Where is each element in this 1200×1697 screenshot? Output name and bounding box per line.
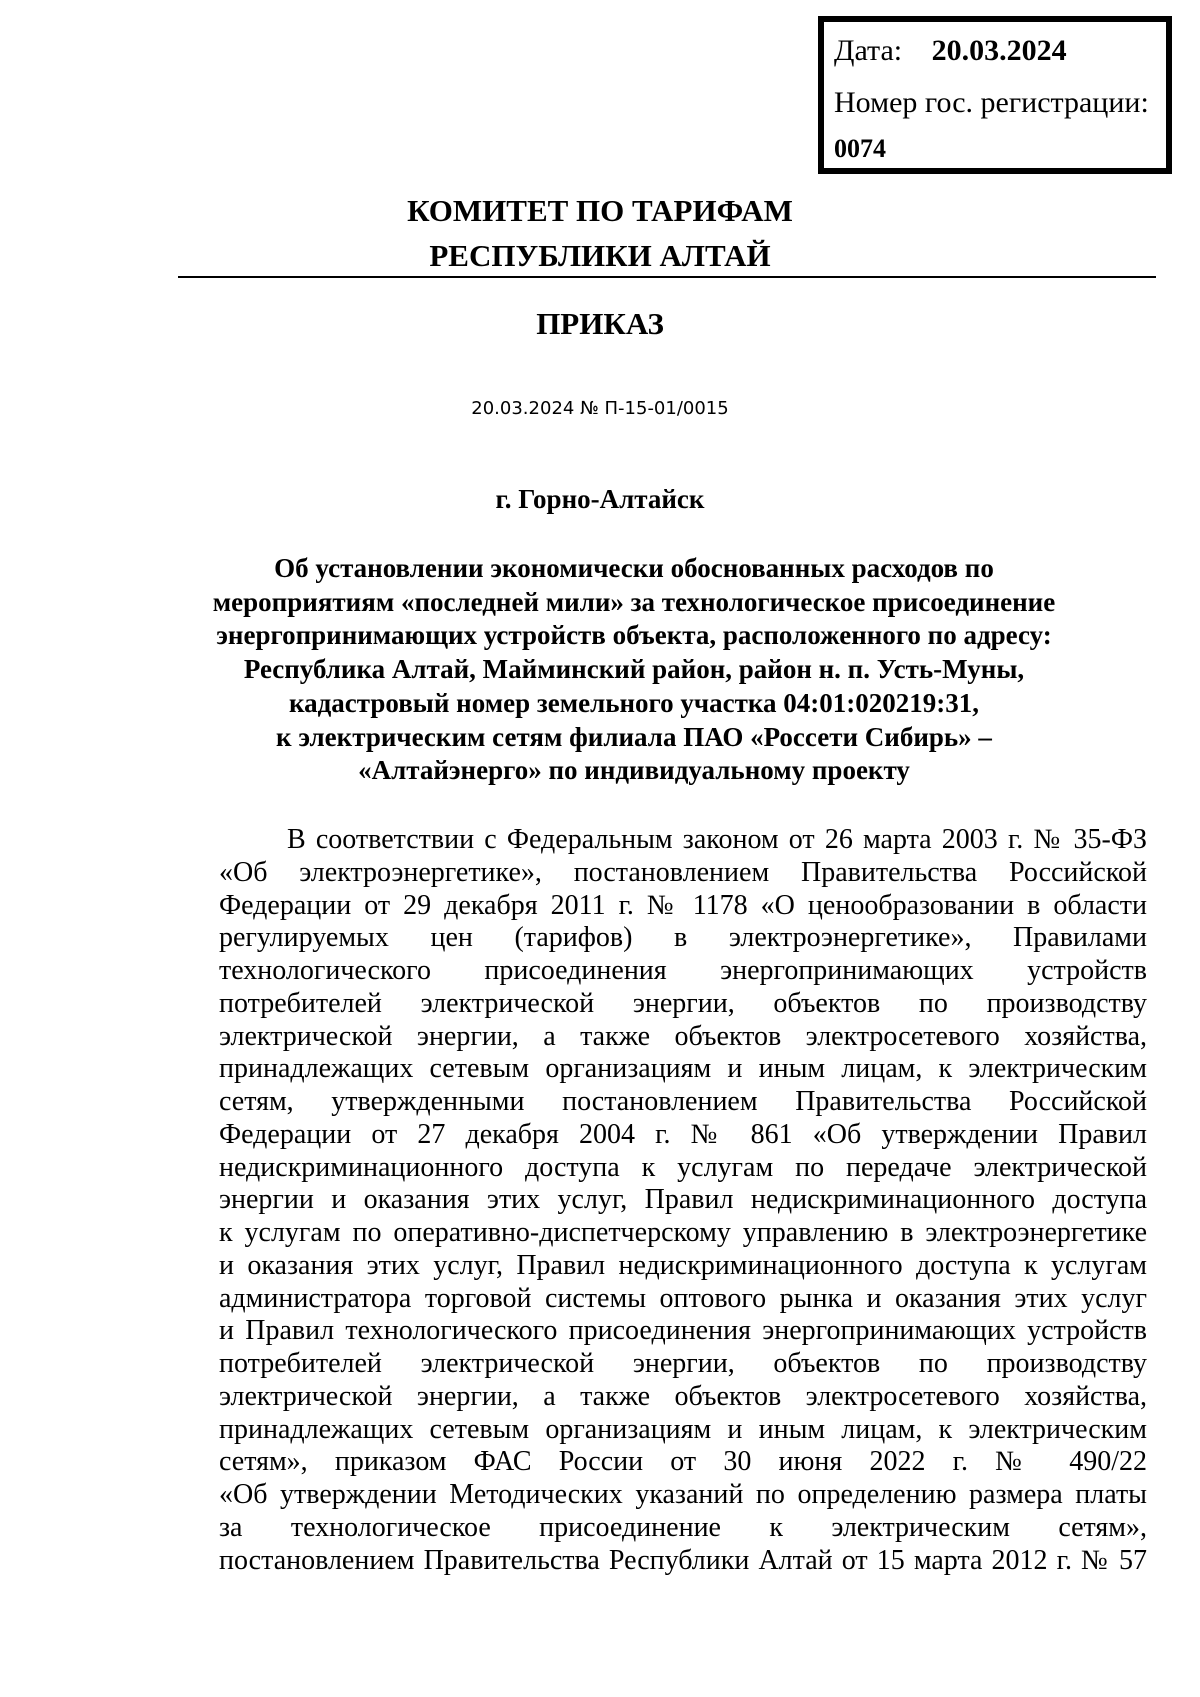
body-line: Федерации от 27 декабря 2004 г. № 861 «Об утверждении Правил — [219, 1118, 1147, 1150]
organization-name-line-1: КОМИТЕТ ПО ТАРИФАМ — [407, 193, 793, 228]
body-line: технологического присоединения энергопринимающих устройств — [219, 955, 1147, 986]
document-type-title: ПРИКАЗ — [536, 306, 664, 341]
subject-line: мероприятиям «последней мили» за технологическое присоединение — [212, 586, 1056, 617]
subject-line: Об установлении экономически обоснованных расходов по — [274, 553, 994, 583]
order-body-paragraph — [219, 824, 1147, 1577]
subject-line: «Алтайэнерго» по индивидуальному проекту — [358, 755, 910, 786]
body-line: электрической энергии, а также объектов электросетевого хозяйства, — [219, 1020, 1147, 1052]
body-line: недискриминационного доступа к услугам по передаче электрической — [219, 1151, 1147, 1183]
body-line: В соответствии с Федеральным законом от 26 марта 2003 г. № 35-ФЗ — [287, 824, 1147, 855]
body-line: администратора торговой системы оптового рынка и оказания этих услуг — [219, 1282, 1147, 1314]
order-date-number: 20.03.2024 № П-15-01/0015 — [471, 398, 729, 419]
body-line: и Правил технологического присоединения энергопринимающих устройств — [219, 1315, 1147, 1347]
body-line: «Об электроэнергетике», постановлением Правительства Российской — [219, 856, 1147, 888]
registration-number-value: 0074 — [834, 134, 886, 163]
body-line: и оказания этих услуг, Правил недискриминационного доступа к услугам — [219, 1249, 1147, 1281]
body-line: за технологическое присоединение к электрическим сетям», — [219, 1511, 1147, 1543]
order-subject — [180, 552, 1088, 788]
body-line: «Об утверждении Методических указаний по определению размера платы — [219, 1479, 1147, 1510]
body-line: постановлением Правительства Республики Алтай от 15 марта 2012 г. № 57 — [219, 1544, 1147, 1576]
subject-line: кадастровый номер земельного участка 04:01:020219:31, — [288, 687, 979, 718]
issue-city: г. Горно-Алтайск — [495, 484, 705, 514]
body-line: энергии и оказания этих услуг, Правил недискриминационного доступа — [219, 1184, 1147, 1216]
registration-number-label: Номер гос. регистрации: — [834, 86, 1149, 119]
body-line: принадлежащих сетевым организациям и иным лицам, к электрическим — [219, 1053, 1147, 1085]
registration-date-label: Дата: — [834, 34, 903, 67]
body-line: электрической энергии, а также объектов электросетевого хозяйства, — [219, 1380, 1147, 1412]
body-line: сетям», приказом ФАС России от 30 июня 2022 г. № 490/22 — [219, 1446, 1147, 1478]
registration-date-row — [834, 36, 1166, 66]
body-line: сетям, утвержденными постановлением Правительства Российской — [219, 1086, 1147, 1117]
organization-name-line-2: РЕСПУБЛИКИ АЛТАЙ — [429, 238, 771, 273]
header-divider — [178, 276, 1156, 278]
body-line: регулируемых цен (тарифов) в электроэнергетике», Правилами — [219, 922, 1147, 954]
body-line: к услугам по оперативно-диспетчерскому управлению в электроэнергетике — [219, 1217, 1147, 1248]
body-line: Федерации от 29 декабря 2011 г. № 1178 «О ценообразовании в области — [219, 889, 1147, 921]
body-line: потребителей электрической энергии, объектов по производству — [219, 987, 1147, 1019]
registration-stamp — [818, 16, 1172, 174]
subject-line: энергопринимающих устройств объекта, расположенного по адресу: — [216, 620, 1052, 651]
subject-line: Республика Алтай, Майминский район, район н. п. Усть-Муны, — [243, 654, 1025, 685]
body-line: потребителей электрической энергии, объектов по производству — [219, 1348, 1147, 1379]
subject-line: к электрическим сетям филиала ПАО «Россети Сибирь» – — [276, 721, 992, 752]
registration-date-value: 20.03.2024 — [931, 34, 1067, 67]
body-line: принадлежащих сетевым организациям и иным лицам, к электрическим — [219, 1413, 1147, 1445]
